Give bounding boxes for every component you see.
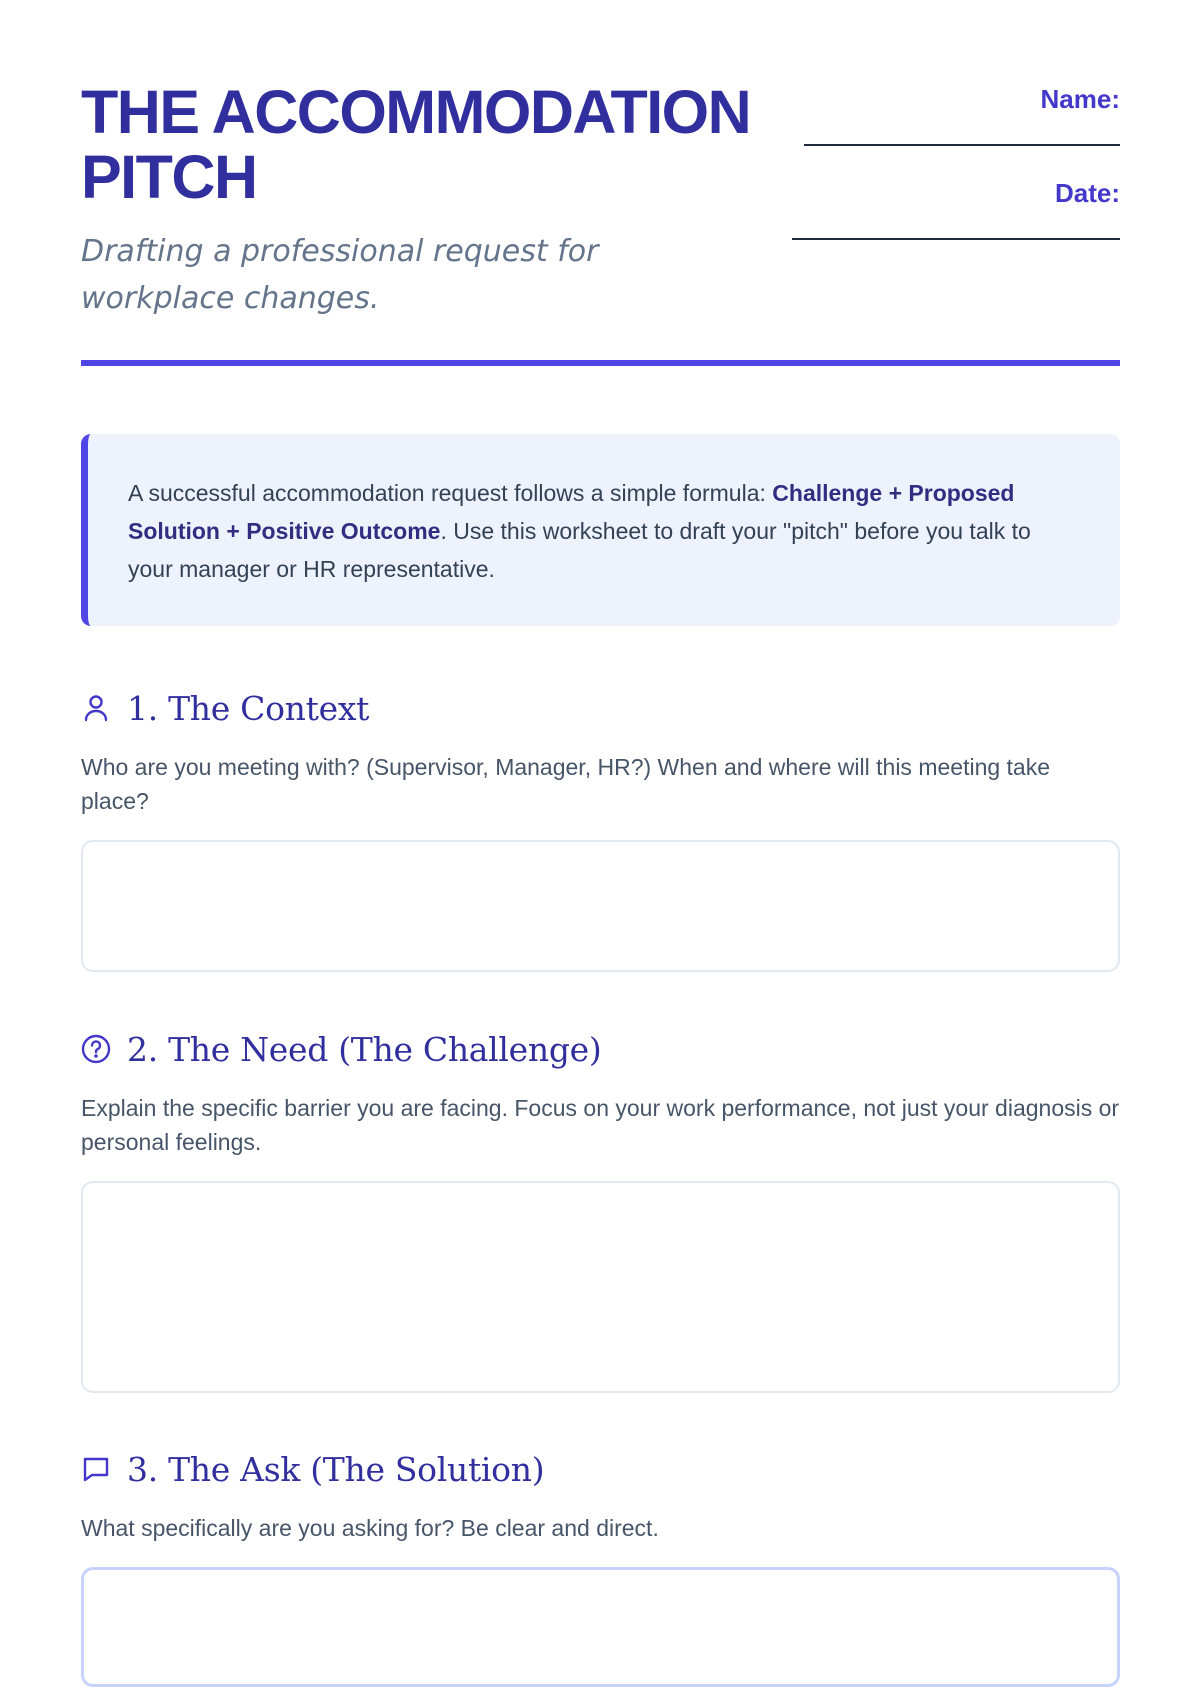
user-icon (81, 693, 111, 723)
speech-bubble-icon (81, 1454, 111, 1484)
date-label: Date: (1054, 178, 1120, 208)
page-title: THE ACCOMMODATION PITCH (81, 78, 751, 211)
intro-callout (81, 434, 1120, 626)
worksheet-page (81, 0, 1120, 1541)
section-need (81, 1027, 1120, 1393)
section-heading (81, 686, 1120, 730)
page-subtitle: Drafting a professional request for workplace changes. (81, 234, 599, 316)
name-line[interactable] (804, 144, 1120, 146)
date-line[interactable] (792, 238, 1120, 240)
name-date-block (780, 84, 1120, 240)
section-description: Explain the specific barrier you are facing. Focus on your work performance, not just your diagnosis or personal feelings. (81, 1095, 1120, 1155)
context-answer-box[interactable] (81, 840, 1120, 972)
section-description: Who are you meeting with? (Supervisor, Manager, HR?) When and where will this meeting take place? (81, 754, 1051, 814)
section-title: 3. The Ask (The Solution) (127, 1449, 545, 1489)
section-heading (81, 1027, 1120, 1071)
section-title: 1. The Context (127, 688, 370, 728)
section-title: 2. The Need (The Challenge) (127, 1029, 602, 1069)
section-heading (81, 1447, 1120, 1491)
header-divider (81, 360, 1120, 366)
need-answer-box[interactable] (81, 1181, 1120, 1393)
name-label: Name: (1040, 84, 1120, 114)
section-context (81, 686, 1120, 972)
section-description: What specifically are you asking for? Be clear and direct. (81, 1515, 659, 1541)
section-ask (81, 1447, 1120, 1687)
intro-text-end: . Use this worksheet to draft your "pitch" before you talk to your manager or HR representative. (128, 518, 1031, 582)
question-circle-icon (81, 1034, 111, 1064)
ask-answer-box[interactable] (81, 1567, 1120, 1687)
intro-formula: Challenge + Proposed Solution + Positive Outcome (128, 480, 1015, 544)
worksheet-header (81, 0, 1120, 367)
intro-text-start: A successful accommodation request follows a simple formula: (128, 480, 773, 506)
